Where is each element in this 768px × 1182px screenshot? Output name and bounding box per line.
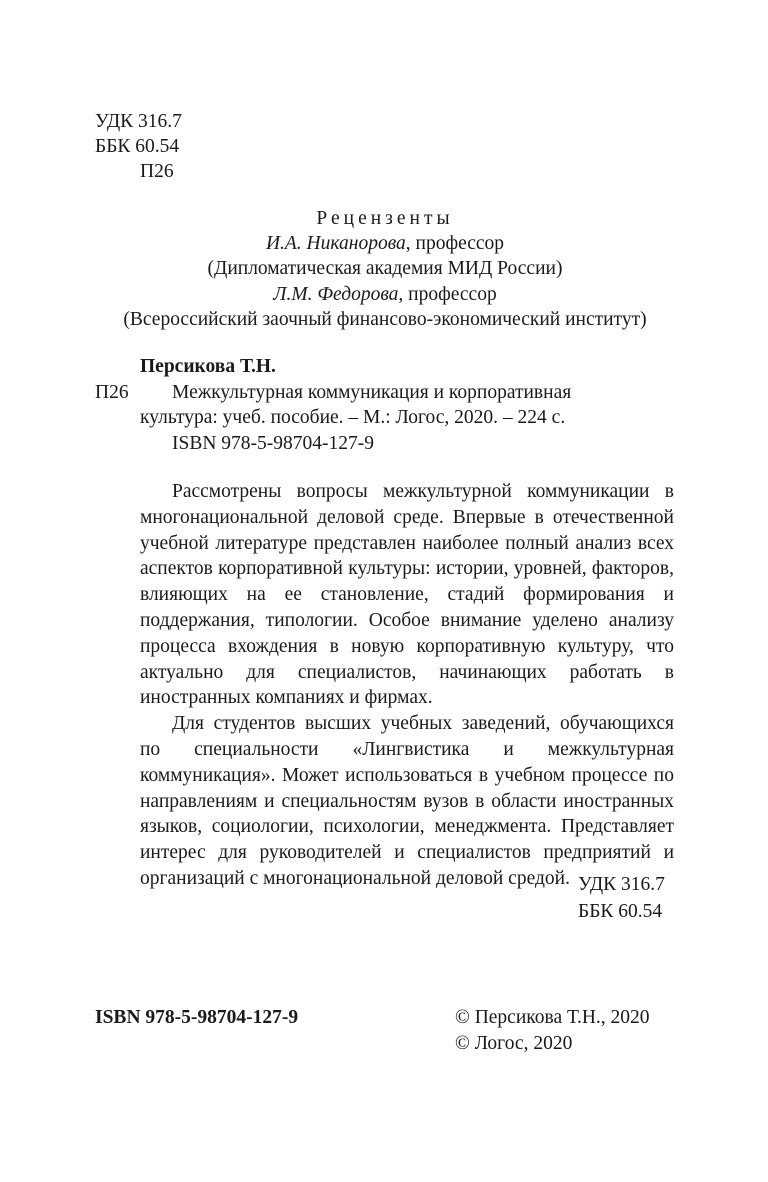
reviewer-2-affiliation: (Всероссийский заочный финансово-экономический институт) (123, 309, 647, 330)
reviewer-2-title: , профессор (398, 284, 497, 305)
bbk-code: ББК 60.54 (95, 136, 180, 157)
copyright-author: © Персикова Т.Н., 2020 (455, 1007, 650, 1028)
reviewer-1 (95, 231, 675, 256)
bib-title-line2: культура: учеб. пособие. – М.: Логос, 2020. – 224 с. (140, 407, 566, 428)
bib-author: Персикова Т.Н. (140, 356, 276, 377)
bbk-code-bottom: ББК 60.54 (578, 901, 663, 922)
bib-title-line1: Межкультурная коммуникация и корпоративная (172, 382, 572, 403)
annotation-paragraph-1: Рассмотрены вопросы межкультурной коммуникации в многонациональной деловой среде. Впервые в отечественной учебной литературе представлен наиболее полный анализ всех аспектов корпоративной культуры: истории, уровней, факторов, влияющих на ее становление, стадий формирования и поддержания, типологии. Особое внимание уделено анализу процесса вхождения в новую корпоративную культуру, что актуально для специалистов, начинающих работать в иностранных компаниях и фирмах. (140, 481, 674, 709)
reviewer-1-name: И.А. Никанорова (265, 233, 406, 254)
copyright-publisher: © Логос, 2020 (455, 1033, 573, 1054)
annotation-paragraph-2: Для студентов высших учебных заведений, обучающихся по специальности «Лингвистика и межкультурная коммуникация». Может использоваться в учебном процессе по направлениям и специальностям вузов в области иностранных языков, социологии, психологии, менеджмента. Представляет интерес для руководителей и специалистов предприятий и организаций с многонациональной деловой средой. (140, 713, 674, 889)
bib-isbn: ISBN 978-5-98704-127-9 (172, 433, 375, 454)
footer-isbn: ISBN 978-5-98704-127-9 (95, 1007, 299, 1028)
reviewers-heading: Рецензенты (316, 208, 454, 229)
reviewer-2-name: Л.М. Федорова (273, 284, 399, 305)
annotation (140, 479, 674, 892)
bib-mark: П26 (95, 382, 129, 403)
reviewer-1-affiliation: (Дипломатическая академия МИД России) (207, 258, 563, 279)
reviewer-2 (95, 282, 675, 307)
author-mark: П26 (140, 161, 174, 182)
udk-code: УДК 316.7 (95, 111, 182, 132)
reviewer-1-title: , профессор (405, 233, 505, 254)
udk-code-bottom: УДК 316.7 (578, 874, 665, 895)
